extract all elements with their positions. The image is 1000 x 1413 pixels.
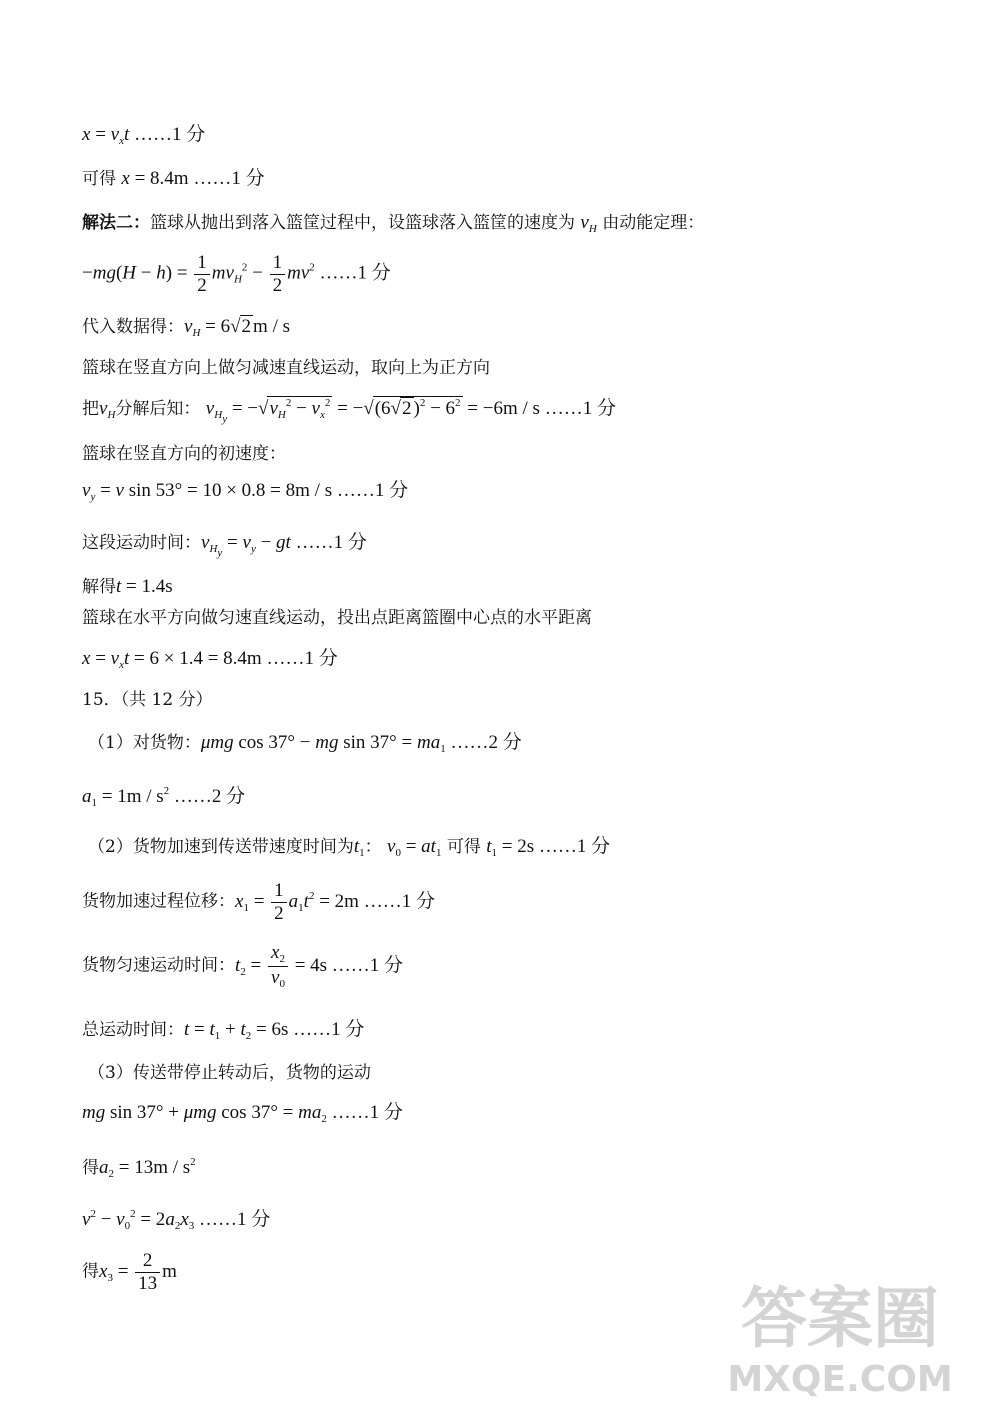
watermark-logo xyxy=(710,1263,970,1403)
text-initial-v: 篮球在竖直方向的初速度： xyxy=(82,444,286,464)
method2-intro: 解法二：篮球从抛出到落入篮筐过程中，设篮球落入篮筐的速度为 $v_H$ 由动能定理： xyxy=(82,212,705,235)
eq-kinematic: $v^2 - v_0^2 = 2a_2x_3$ ……1 分 xyxy=(82,1208,271,1232)
eq-decompose: 把$v_H$分解后知： $v_{H_y} = -√v_H^2 - v_x^2 = -√(6√2$ )$^2 - 6^2 = -6m / s$ ……1 分 xyxy=(82,397,616,425)
eq-a1: $a_1 = 1m / s^2$ ……2 分 xyxy=(82,785,246,809)
result-t: 解得t = 1.4s xyxy=(82,576,173,597)
eq-x-vxt: $x = v_xt$ ……1 分 xyxy=(82,124,206,147)
eq-vy: $v_y = v$ sin 53° = 10 × 0.8 = 8m / s ……1 分 xyxy=(82,480,409,503)
part3-title: （3）传送带停止转动后，货物的运动 xyxy=(88,1063,371,1083)
eq-x1: 货物加速过程位移：$x_1$ = $\frac{1}{2}$ $a_1t^2 = 2m$ ……1 分 xyxy=(82,880,435,924)
eq-t2: 货物匀速运动时间：$t_2$ = $\frac{x_2}{v_0}$ = 4s ……1 分 xyxy=(82,942,404,990)
eq-time: 这段运动时间：$v_{H_y} = v_y$ − gt ……1 分 xyxy=(82,532,367,559)
text-horizontal: 篮球在水平方向做匀速直线运动，投出点距离篮圈中心点的水平距离 xyxy=(82,608,592,628)
result-x: 可得 x = 8.4m ……1 分 xyxy=(82,168,265,189)
question-15-title: 15．（共 12 分） xyxy=(82,690,213,710)
watermark-url: MXQE.COM xyxy=(727,1359,953,1400)
eq-energy: −mg(H − h) = $\frac{1}{2}$ $mv_H^2$ − $\frac{1}{2}$ $mv^2$ ……1 分 xyxy=(82,252,391,296)
text-vertical-motion: 篮球在竖直方向上做匀减速直线运动，取向上为正方向 xyxy=(82,358,490,378)
part2-time: （2）货物加速到传送带速度时间为$t_1$： $v_0 = at_1$ 可得 $t_1 = 2s$ ……1 分 xyxy=(88,836,611,859)
eq-total-time: 总运动时间：$t = t_1 + t_2 = 6s$ ……1 分 xyxy=(82,1019,365,1042)
eq-a2-force: mg sin 37° + μmg $\cos 37^\circ = ma_2$ ……1 分 xyxy=(82,1102,403,1125)
eq-x-result: $x = v_xt = 6 \times 1.4 = 8.4m$ ……1 分 xyxy=(82,648,338,671)
result-a2: 得$a_2 = 13m / s^2$ xyxy=(82,1156,196,1180)
watermark-text: 答案圈 xyxy=(741,1280,939,1357)
part1-force: （1）对货物：μmg cos 37° − mg $\sin 37^\circ = ma_1$ ……2 分 xyxy=(88,732,522,755)
substitute: 代入数据得：$v_H = 6√2$ m / s xyxy=(82,316,290,339)
result-x3: 得$x_3$ = $\frac{2}{13}$ m xyxy=(82,1250,177,1294)
